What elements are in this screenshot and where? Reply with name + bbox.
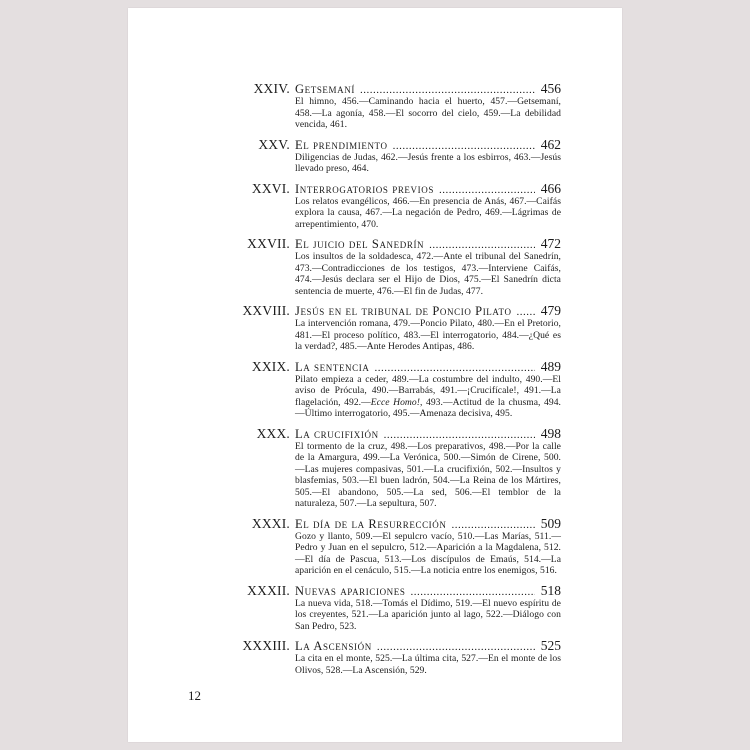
dot-leader bbox=[439, 184, 535, 196]
summary-text-after: , 493.—Actitud de la chusma, 494.—Último interrogatorio, 495.—Amenaza decisiva, 495. bbox=[295, 396, 561, 419]
entry-heading bbox=[190, 303, 561, 318]
toc-entry-xxviii bbox=[190, 303, 561, 353]
chapter-summary: El himno, 456.—Caminando hacia el huerto, 457.—Getsemaní, 458.—La agonía, 458.—El socorro del cielo, 459.—La debilidad vencida, 461. bbox=[295, 96, 561, 130]
entry-heading bbox=[190, 359, 561, 374]
chapter-number: XXVI. bbox=[251, 180, 290, 196]
chapter-summary: Diligencias de Judas, 462.—Jesús frente a los esbirros, 463.—Jesús llevado preso, 464. bbox=[295, 151, 561, 174]
chapter-number: XXX. bbox=[256, 425, 290, 441]
toc-entry-xxv bbox=[190, 137, 561, 175]
page-folio-number: 12 bbox=[188, 688, 201, 703]
dot-leader bbox=[393, 140, 535, 152]
chapter-title bbox=[295, 182, 535, 197]
summary-text-before: Pilato empieza a ceder, 489.—La costumbre del indulto, 490.—El aviso de Prócula, 490.—Barrabás, 491.—¡Crucifícale!, 491.—La flagelación, 492.— bbox=[295, 373, 561, 408]
chapter-title bbox=[295, 639, 535, 654]
chapter-summary: Los insultos de la soldadesca, 472.—Ante el tribunal del Sanedrín, 473.—Contradicciones de los testigos, 473.—Interviene Caifás, 474.—Jesús declara ser el Hijo de Dios, 475.—El Sanedrín dicta sentencia de muerte, 476.—El fin de Judas, 477. bbox=[295, 251, 561, 297]
summary-italic-phrase: Ecce Homo! bbox=[370, 396, 421, 408]
toc-entry-xxxi bbox=[190, 516, 561, 577]
chapter-page-number: 518 bbox=[540, 582, 561, 598]
entry-heading bbox=[190, 81, 561, 96]
entry-heading bbox=[190, 638, 561, 653]
toc-entry-xxxii bbox=[190, 583, 561, 633]
dot-leader bbox=[451, 519, 534, 531]
dot-leader bbox=[377, 641, 535, 653]
chapter-page-number: 498 bbox=[540, 425, 561, 441]
chapter-number: XXXIII. bbox=[242, 638, 290, 653]
chapter-title-text: Interrogatorios previos bbox=[295, 181, 434, 196]
chapter-number: XXIX. bbox=[251, 358, 290, 374]
chapter-title bbox=[295, 237, 535, 252]
chapter-title bbox=[295, 138, 535, 153]
chapter-page-number: 489 bbox=[540, 358, 561, 374]
chapter-number: XXXII. bbox=[247, 582, 290, 598]
dot-leader bbox=[410, 586, 534, 598]
chapter-summary: Gozo y llanto, 509.—El sepulcro vacío, 510.—Las Marías, 511.—Pedro y Juan en el sepulcro, 512.—Aparición a la Magdalena, 512.—El día de Pascua, 513.—Los discípulos de Emaús, 514.—La aparición en el cenáculo, 515.—La noticia entre los enemigos, 516. bbox=[295, 530, 561, 576]
toc-entry-xxxiii bbox=[190, 638, 561, 676]
chapter-title bbox=[295, 584, 535, 599]
dot-leader bbox=[429, 239, 535, 251]
toc-entry-xxiv bbox=[190, 81, 561, 131]
chapter-page-number: 479 bbox=[540, 303, 561, 318]
table-of-contents bbox=[190, 81, 561, 682]
toc-entry-xxix bbox=[190, 359, 561, 420]
chapter-page-number: 466 bbox=[540, 180, 561, 196]
chapter-title-text: Nuevas apariciones bbox=[295, 583, 406, 598]
toc-entry-xxvii bbox=[190, 236, 561, 297]
chapter-summary: La cita en el monte, 525.—La última cita, 527.—En el monte de los Olivos, 528.—La Ascensión, 529. bbox=[295, 653, 561, 676]
chapter-page-number: 472 bbox=[540, 236, 561, 251]
dot-leader bbox=[517, 306, 535, 318]
chapter-title-text: El prendimiento bbox=[295, 137, 388, 152]
chapter-number: XXVII. bbox=[247, 236, 290, 251]
chapter-number: XXXI. bbox=[251, 515, 290, 531]
chapter-page-number: 456 bbox=[540, 81, 561, 96]
chapter-title-text: La crucifixión bbox=[295, 426, 379, 441]
chapter-title bbox=[295, 517, 535, 532]
book-page bbox=[128, 8, 622, 742]
chapter-number: XXIV. bbox=[253, 81, 290, 96]
chapter-title-text: El día de la Resurrección bbox=[295, 516, 447, 531]
chapter-title-text: La sentencia bbox=[295, 359, 370, 374]
entry-heading bbox=[190, 236, 561, 251]
chapter-number: XXV. bbox=[258, 136, 290, 152]
entry-heading bbox=[190, 426, 561, 441]
chapter-summary bbox=[295, 374, 561, 420]
chapter-title-text: Jesús en el tribunal de Poncio Pilato bbox=[295, 304, 512, 318]
chapter-title-text: El juicio del Sanedrín bbox=[295, 237, 425, 251]
chapter-title bbox=[295, 304, 535, 319]
dot-leader bbox=[374, 362, 534, 374]
chapter-summary: La intervención romana, 479.—Poncio Pilato, 480.—En el Pretorio, 481.—El proceso político, 483.—El interrogatorio, 484.—¿Qué es la verdad?, 485.—Ante Herodes Antipas, 486. bbox=[295, 318, 561, 352]
chapter-title-text: La Ascensión bbox=[295, 639, 372, 653]
chapter-page-number: 509 bbox=[540, 515, 561, 531]
chapter-page-number: 525 bbox=[540, 638, 561, 653]
entry-heading bbox=[190, 181, 561, 196]
chapter-page-number: 462 bbox=[540, 136, 561, 152]
chapter-title bbox=[295, 360, 535, 375]
chapter-summary: La nueva vida, 518.—Tomás el Dídimo, 519.—El nuevo espíritu de los creyentes, 521.—La aparición junto al lago, 522.—Diálogo con San Pedro, 523. bbox=[295, 597, 561, 632]
entry-heading bbox=[190, 516, 561, 531]
chapter-number: XXVIII. bbox=[242, 303, 290, 318]
chapter-summary: Los relatos evangélicos, 466.—En presencia de Anás, 467.—Caifás explora la causa, 467.—La negación de Pedro, 469.—Lágrimas de arrepentimiento, 470. bbox=[295, 195, 561, 230]
dot-leader bbox=[360, 84, 535, 96]
chapter-title bbox=[295, 427, 535, 442]
chapter-summary: El tormento de la cruz, 498.—Los preparativos, 498.—Por la calle de la Amargura, 499.—La Verónica, 500.—Simón de Cirene, 500.—Las mujeres compasivas, 501.—La crucifixión, 502.—Insultos y blasfemias, 503.—El buen ladrón, 504.—La Reina de los Mártires, 505.—El abandono, 505.—La sed, 506.—El temblor de la naturaleza, 507.—La sepultura, 507. bbox=[295, 440, 561, 509]
dot-leader bbox=[384, 429, 535, 441]
entry-heading bbox=[190, 137, 561, 152]
toc-entry-xxx bbox=[190, 426, 561, 510]
chapter-title-text: Getsemaní bbox=[295, 82, 355, 96]
entry-heading bbox=[190, 583, 561, 598]
chapter-title bbox=[295, 82, 535, 97]
toc-entry-xxvi bbox=[190, 181, 561, 231]
